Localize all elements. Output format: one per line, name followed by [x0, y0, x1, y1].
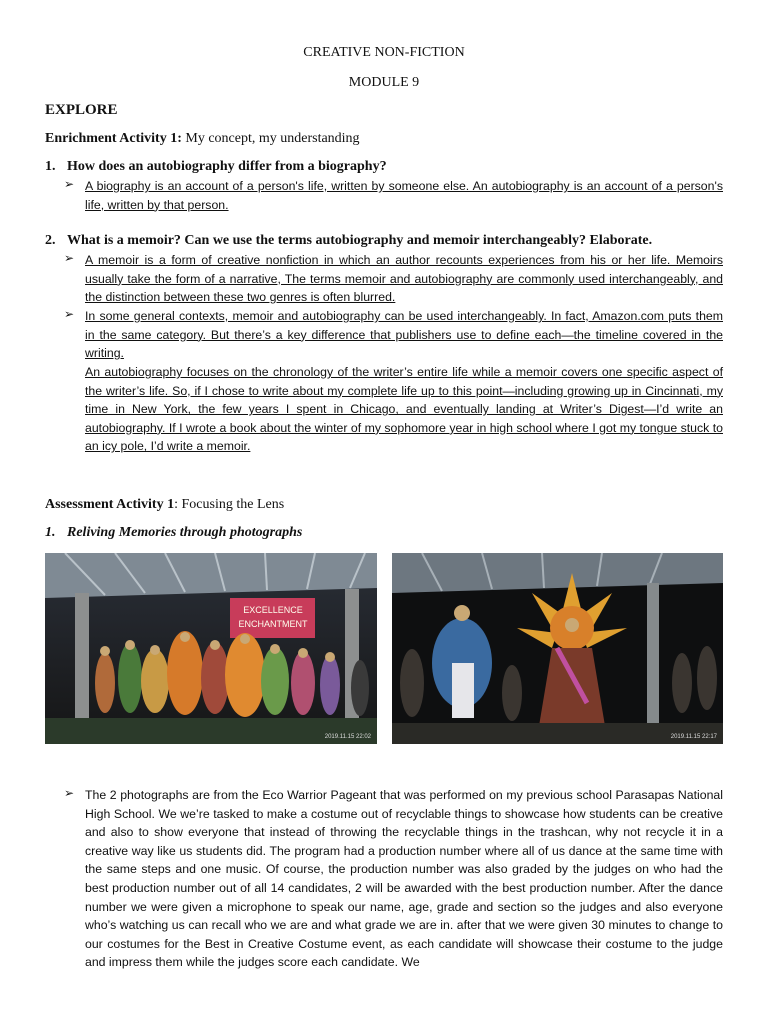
- svg-text:ENCHANTMENT: ENCHANTMENT: [238, 619, 308, 629]
- arrow-bullet-icon: ➢: [64, 786, 75, 800]
- pageant-photo-2-graphic: [392, 553, 723, 744]
- enrichment-line: [45, 130, 360, 149]
- q1-number: 1.: [45, 159, 56, 174]
- pageant-photo-2: [392, 553, 723, 744]
- item-number: 1.: [45, 525, 56, 540]
- q2-question: What is a memoir? Can we use the terms autobiography and memoir interchangeably? Elaborate.: [67, 233, 653, 248]
- enrichment-label: Enrichment Activity 1:: [45, 131, 182, 146]
- doc-title: CREATIVE NON-FICTION: [303, 45, 465, 60]
- module-label: MODULE 9: [348, 75, 420, 90]
- photo-description-paragraph: The 2 photographs are from the Eco Warrior Pageant that was performed on my previous school Parasapas National High School. We we’re tasked to make a costume out of recyclable things to showcase how students can be creative and also to show everyone that instead of throwing the recyclable things in the trashcan, why not recycle it in a creative way like us students did. The program had a production number where all of us dance at the same time with the same steps and one music. Of course, the production number was also graded by the judges on who had the best production number out of all 14 candidates, 2 will be awarded with the best production number. After the dance number we were given a microphone to speak our name, age, grade and section so the judges and also everyone who’s watching us can recall who we are and what grade we are in. after that we were given 30 minutes to change to our costumes for the Best in Creative Costume event, as each candidate will showcase their costume to the judge and impress them while the judges score each candidate. We: [85, 788, 723, 970]
- q2-number: 2.: [45, 233, 56, 248]
- assessment-label: Assessment Activity 1: [45, 497, 175, 512]
- q2-answer-1: A memoir is a form of creative nonfiction in which an author recounts experiences from his or her life. Memoirs usually take the form of a narrative, The terms memoir and autobiography are commonly used interchangeably, and the distinction between these two genres is often blurred.: [85, 253, 723, 305]
- item-title: Reliving Memories through photographs: [67, 525, 303, 540]
- photo-1-timestamp: 2019.11.15 22:02: [324, 734, 371, 740]
- arrow-bullet-icon: ➢: [64, 177, 75, 191]
- assessment-line: [45, 496, 284, 515]
- explore-heading: EXPLORE: [45, 102, 118, 118]
- photo-2-timestamp: 2019.11.15 22:17: [670, 734, 717, 740]
- q2-answer-2a: In some general contexts, memoir and autobiography can be used interchangeably. In fact, Amazon.com puts them in the same category. But there’s a key difference that publishers use to define each—the timeline covered in the writing.: [85, 309, 723, 361]
- q1-question: How does an autobiography differ from a biography?: [67, 159, 387, 174]
- q1-answer: A biography is an account of a person's life, written by someone else. An autobiography is an account of a person's life, written by that person.: [85, 179, 723, 212]
- enrichment-text: My concept, my understanding: [181, 131, 360, 146]
- arrow-bullet-icon: ➢: [64, 251, 75, 265]
- banner-text: EXCELLENCE: [243, 605, 303, 615]
- q2-answer-2b: An autobiography focuses on the chronology of the writer’s entire life while a memoir covers one specific aspect of the writer’s life. So, if I chose to write about my complete life up to this point—including growing up in Cincinnati, my time in New York, the few years I spent in Chicago, and eventually landing at Writer’s Digest—I’d write an autobiography. If I wrote a book about the winter of my sophomore year in high school where I got my tongue stuck to an icy pole, I’d write a memoir.: [85, 365, 723, 454]
- pageant-photo-1: [45, 553, 377, 744]
- pageant-photo-1-graphic: [45, 553, 377, 744]
- arrow-bullet-icon: ➢: [64, 307, 75, 321]
- assessment-text: : Focusing the Lens: [174, 497, 285, 512]
